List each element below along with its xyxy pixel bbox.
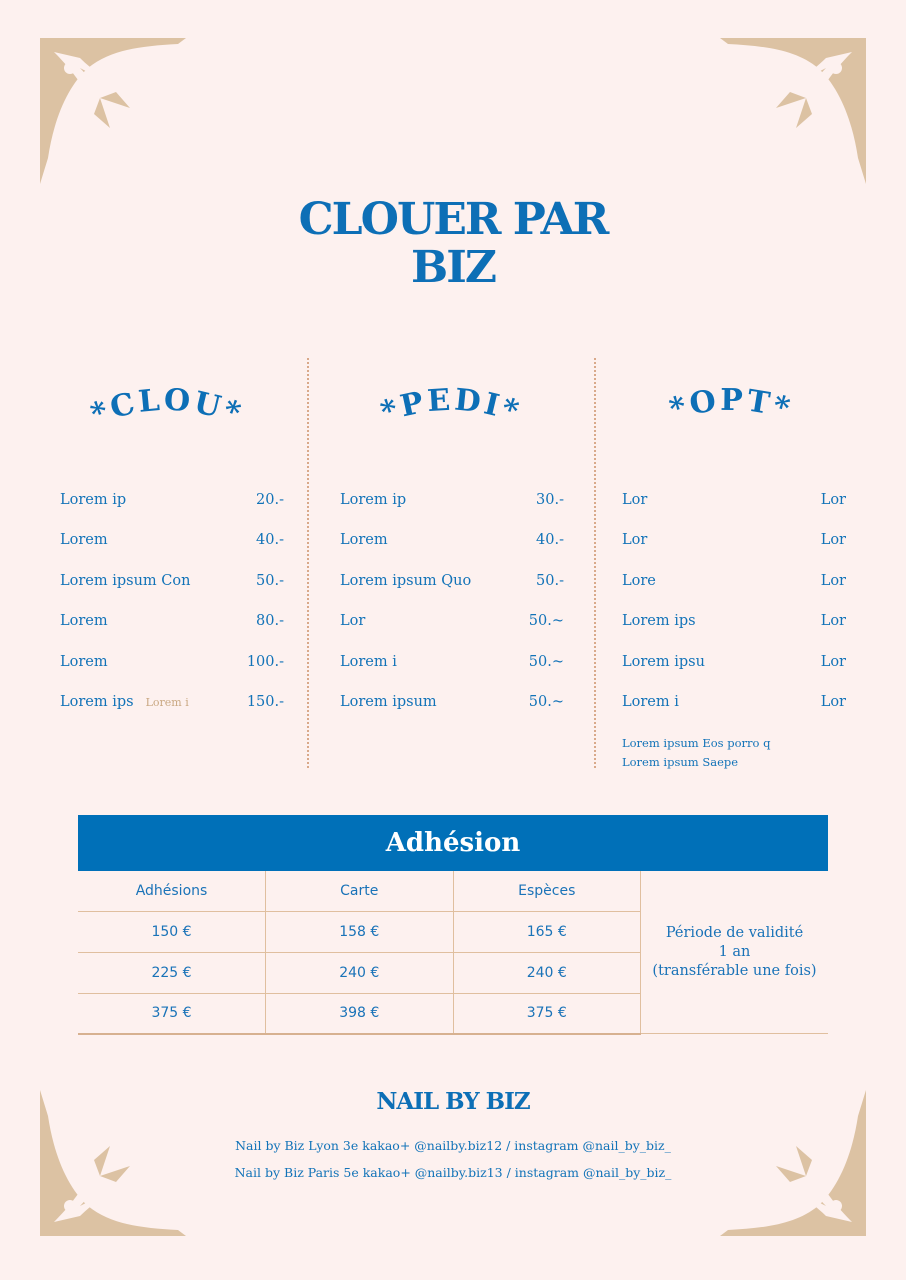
membership-title: Adhésion [78, 815, 828, 871]
section-note: Lorem ipsum Eos porro q [622, 736, 771, 751]
item-name: Lor [622, 492, 648, 508]
membership-table [78, 815, 828, 1035]
validity-cell [641, 871, 829, 1034]
item-price: Lor [820, 572, 846, 589]
corner-ornament [720, 38, 866, 186]
item-price: 50.~ [528, 693, 564, 710]
col-header: Carte [266, 871, 454, 912]
corner-ornament [40, 38, 186, 186]
menu-item [622, 694, 846, 734]
item-price: 20.- [256, 492, 284, 508]
item-note: Lorem i [145, 695, 189, 709]
title-line2: BIZ [411, 242, 495, 293]
col-header: Espèces [453, 871, 641, 912]
item-price: 80.- [256, 613, 284, 630]
item-name: Lorem [60, 653, 108, 670]
menu-column [60, 492, 284, 734]
item-name: Lorem [340, 532, 388, 549]
menu-item [622, 654, 846, 694]
menu-item [60, 613, 284, 653]
cell: 240 € [266, 952, 454, 993]
svg-text:*OPT* [666, 383, 797, 428]
page-title [0, 196, 906, 292]
divider [307, 358, 309, 768]
section-heading [331, 370, 571, 450]
menu-item [622, 492, 846, 532]
menu-item [60, 694, 284, 734]
heading-text: *PEDI* [376, 382, 526, 431]
menu-item [60, 573, 284, 613]
section-heading [47, 370, 287, 450]
item-price: 30.- [536, 492, 564, 508]
cell: 398 € [266, 993, 454, 1034]
item-name: Lore [622, 572, 656, 589]
item-name: Lorem ipsum [340, 693, 437, 710]
section-note: Lorem ipsum Saepe [622, 755, 739, 770]
title-line1: CLOUER PAR [298, 194, 608, 245]
item-price: 100.- [246, 653, 284, 670]
item-price: 150.- [246, 693, 284, 710]
cell: 150 € [78, 912, 266, 953]
item-name: Lorem i [340, 653, 397, 670]
item-price: Lor [820, 693, 846, 710]
validity-line: Période de validité [665, 924, 804, 941]
item-price: Lor [820, 613, 846, 630]
cell: 165 € [453, 912, 641, 953]
item-name: Lorem ip [340, 492, 407, 508]
item-name: Lorem ipsum Quo [340, 572, 472, 589]
item-name: Lorem ipsum Con [60, 572, 191, 589]
menu-item [622, 613, 846, 653]
cell: 158 € [266, 912, 454, 953]
menu-item [622, 573, 846, 613]
item-name: Lorem ip [60, 492, 127, 508]
item-price: 40.- [536, 532, 564, 549]
menu-item [340, 613, 564, 653]
validity-line: 1 an [718, 943, 751, 960]
menu-item [340, 654, 564, 694]
contact-line: Nail by Biz Paris 5e kakao+ @nailby.biz13 / instagram @nail_by_biz_ [234, 1165, 672, 1180]
item-price: 50.~ [528, 653, 564, 670]
validity-line: (transférable une fois) [652, 962, 817, 979]
section-heading [611, 370, 851, 450]
item-name: Lorem ipsu [622, 653, 705, 670]
cell: 375 € [453, 993, 641, 1034]
item-name: Lor [622, 532, 648, 549]
menu-item [340, 532, 564, 572]
contact-line: Nail by Biz Lyon 3e kakao+ @nailby.biz12 / instagram @nail_by_biz_ [235, 1138, 671, 1153]
item-price: 50.- [536, 572, 564, 589]
cell: 225 € [78, 952, 266, 993]
svg-text:*CLOU* [86, 382, 247, 432]
menu-item [340, 694, 564, 734]
item-price: 50.~ [528, 613, 564, 630]
menu-column [622, 492, 846, 772]
item-price: Lor [820, 492, 846, 508]
heading-text: *OPT* [665, 382, 797, 428]
svg-text:*PEDI* [376, 383, 525, 431]
menu-item [622, 532, 846, 572]
item-name: Lorem i [622, 693, 679, 710]
item-name: Lorem [60, 532, 108, 549]
heading-text: *CLOU* [86, 382, 248, 433]
menu-item [60, 492, 284, 532]
item-price: Lor [820, 653, 846, 670]
menu-item [340, 573, 564, 613]
menu-item [60, 654, 284, 694]
divider [594, 358, 596, 768]
menu-item [60, 532, 284, 572]
item-name: Lorem ips [60, 693, 134, 710]
item-name: Lorem ips [622, 613, 696, 630]
footer-brand: NAIL BY BIZ [376, 1088, 530, 1115]
col-header: Adhésions [78, 871, 266, 912]
item-price: 40.- [256, 532, 284, 549]
item-name: Lorem [60, 613, 108, 630]
item-price: 50.- [256, 572, 284, 589]
cell: 240 € [453, 952, 641, 993]
cell: 375 € [78, 993, 266, 1034]
item-price: Lor [820, 532, 846, 549]
menu-column [340, 492, 564, 734]
item-name: Lor [340, 613, 366, 630]
menu-item [340, 492, 564, 532]
